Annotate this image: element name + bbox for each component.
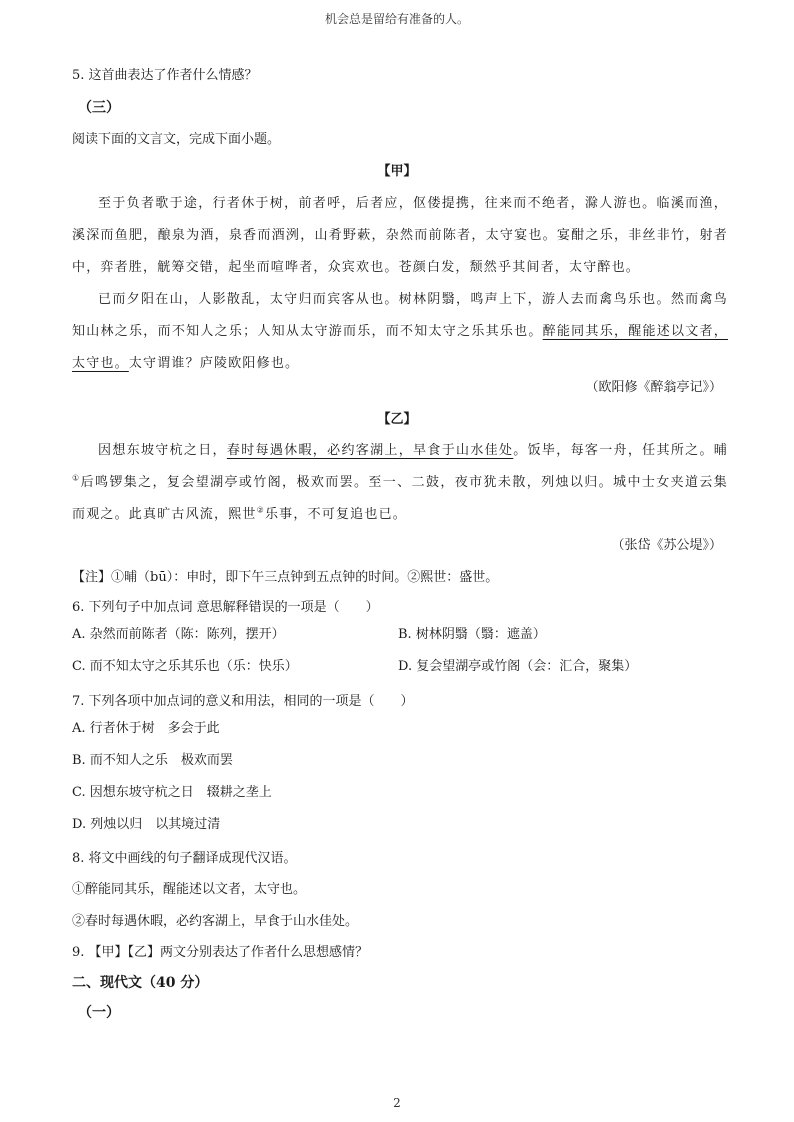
passage-jia-paragraph-2 [72, 284, 728, 380]
passage-jia-text: 已而夕阳在山，人影散乱，太守归而宾客从也。树林阴翳，鸣声上下，游人去而禽鸟乐也。然而禽鸟知山林之乐，而不知人之乐；人知从太守游而乐，而不知太守之乐其乐也。 [72, 292, 728, 339]
passage-jia [72, 188, 728, 380]
question-6-option-d: D. 复会望湖亭或竹阁（会：汇合，聚集） [398, 659, 638, 674]
passage-jia-text-end: 太守谓谁？庐陵欧阳修也。 [128, 356, 300, 371]
question-6-option-c: C. 而不知太守之乐其乐也（乐：快乐） [72, 659, 298, 674]
question-5: 5. 这首曲表达了作者什么情感？ [72, 68, 258, 83]
passage-yi-source: （张岱《苏公堤》） [611, 538, 722, 553]
note-marker-2: ② [256, 505, 265, 515]
section-one-heading: （一） [78, 1005, 120, 1021]
passage-yi-text-b: 。饭毕，每客一舟，任其所之。晡 [513, 443, 728, 458]
question-7-stem: 7. 下列各项中加点词的意义和用法，相同的一项是（ ） [72, 694, 414, 709]
passage-yi-title: 【乙】 [377, 412, 417, 427]
page-header: 机会总是留给有准备的人。 [324, 12, 469, 26]
question-7-option-a: A. 行者休于树 多会于此 [72, 721, 220, 736]
passage-yi-text-c: 后鸣锣集之，复会望湖亭或竹阁，极欢而罢。至一、二鼓，夜市犹未散，列烛以归。城中士女夹道云集而观之。此真旷古风流，熙世 [72, 475, 728, 522]
passage-yi [72, 435, 728, 531]
passage-jia-source: （欧阳修《醉翁亭记》） [585, 380, 722, 395]
passage-yi-paragraph [72, 435, 728, 531]
note-marker-1: ① [72, 473, 81, 483]
part-two-heading: 二、现代文（40 分） [72, 975, 209, 991]
question-6-option-a: A. 杂然而前陈者（陈：陈列，摆开） [72, 627, 285, 642]
passage-yi-text-d: 乐事，不可复追也已。 [264, 507, 407, 522]
question-9: 9. 【甲】【乙】两文分别表达了作者什么思想感情？ [72, 945, 369, 960]
question-6-option-b: B. 树林阴翳（翳：遮盖） [398, 627, 546, 642]
passage-jia-title: 【甲】 [377, 164, 417, 179]
passage-jia-paragraph-1: 至于负者歌于途，行者休于树，前者呼，后者应，伛偻提携，往来而不绝者，滁人游也。临溪而渔，溪深而鱼肥，酿泉为酒，泉香而酒洌，山肴野蔌，杂然而前陈者，太守宴也。宴酣之乐，非丝非竹，射者中，弈者胜，觥筹交错，起坐而喧哗者，众宾欢也。苍颜白发，颓然乎其间者，太守醉也。 [72, 196, 728, 275]
question-8-stem: 8. 将文中画线的句子翻译成现代汉语。 [72, 851, 297, 866]
page-number: 2 [393, 1096, 401, 1110]
question-8-item-2: ②春时每遇休暇，必约客湖上，早食于山水佳处。 [72, 914, 359, 929]
passage-yi-text-a: 因想东坡守杭之日， [98, 443, 227, 458]
question-7-option-d: D. 列烛以归 以其境过清 [72, 817, 221, 832]
annotation-note: 【注】①晡（bū）：申时，即下午三点钟到五点钟的时间。②熙世：盛世。 [72, 570, 499, 585]
underlined-sentence-1: 醉能同其乐，醒能述以文者，太守也。 [72, 324, 728, 371]
reading-instruction: 阅读下面的文言文，完成下面小题。 [72, 132, 281, 147]
question-7-option-b: B. 而不知人之乐 极欢而罢 [72, 753, 233, 768]
section-three-heading: （三） [78, 100, 120, 116]
question-8-item-1: ①醉能同其乐，醒能述以文者，太守也。 [72, 882, 307, 897]
underlined-sentence-2: 春时每遇休暇，必约客湖上，早食于山水佳处 [226, 443, 514, 458]
question-6-stem: 6. 下列句子中加点词 意思解释错误的一项是（ ） [72, 600, 379, 615]
question-7-option-c: C. 因想东坡守杭之日 辍耕之垄上 [72, 785, 272, 800]
